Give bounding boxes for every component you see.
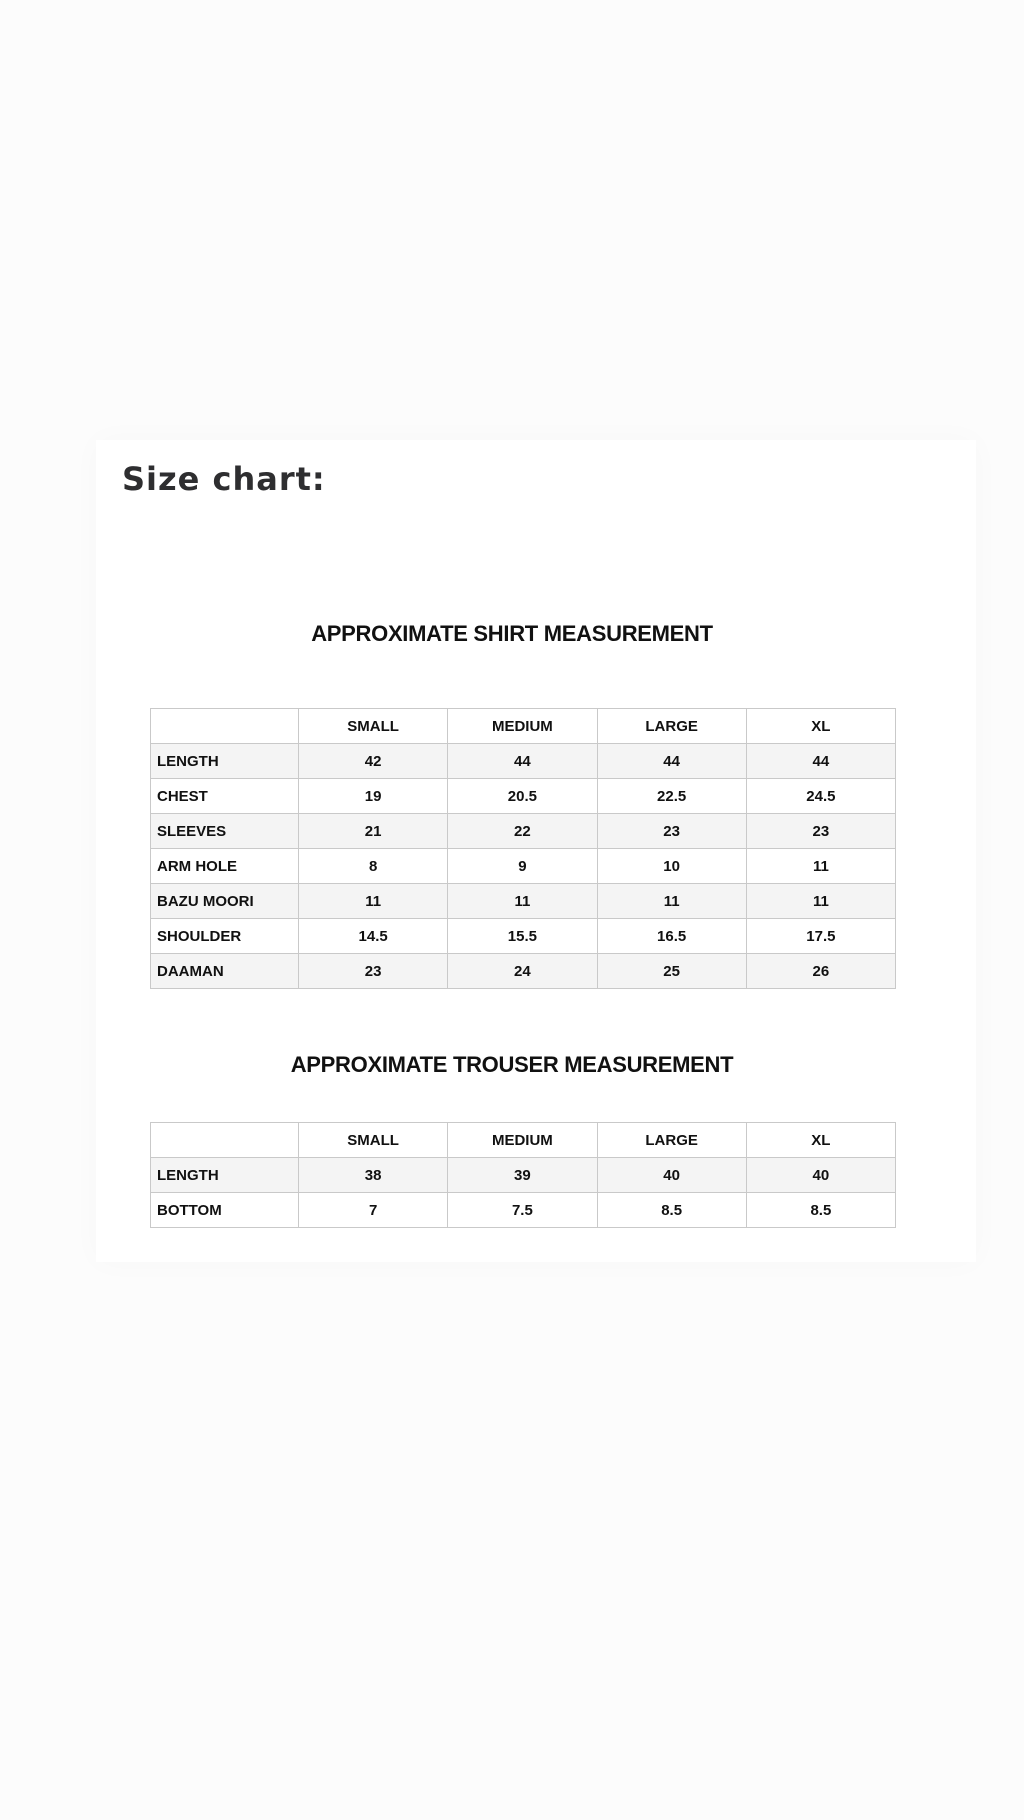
table-cell: 11 [746,884,895,919]
table-row [151,884,896,919]
header-cell-small: SMALL [299,1123,448,1158]
shirt-table-heading: APPROXIMATE SHIRT MEASUREMENT [311,621,713,646]
shirt-measurement-table [150,708,896,989]
table-cell: 44 [746,744,895,779]
row-label: LENGTH [151,1158,299,1193]
table-cell: 11 [746,849,895,884]
table-cell: 39 [448,1158,597,1193]
table-cell: 44 [448,744,597,779]
row-label: SLEEVES [151,814,299,849]
table-cell: 8.5 [597,1193,746,1228]
table-row [151,849,896,884]
table-cell: 44 [597,744,746,779]
table-row [151,814,896,849]
table-cell: 15.5 [448,919,597,954]
table-cell: 23 [299,954,448,989]
row-label: BOTTOM [151,1193,299,1228]
header-cell-large: LARGE [597,1123,746,1158]
table-row [151,1193,896,1228]
page-title: Size chart: [122,460,326,498]
table-cell: 24.5 [746,779,895,814]
table-cell: 21 [299,814,448,849]
table-cell: 22 [448,814,597,849]
row-label: SHOULDER [151,919,299,954]
table-cell: 7 [299,1193,448,1228]
table-cell: 8.5 [746,1193,895,1228]
header-cell-empty [151,1123,299,1158]
table-row [151,1158,896,1193]
trouser-table-heading: APPROXIMATE TROUSER MEASUREMENT [290,1052,734,1077]
table-cell: 23 [746,814,895,849]
table-cell: 40 [746,1158,895,1193]
header-cell-medium: MEDIUM [448,709,597,744]
header-cell-large: LARGE [597,709,746,744]
row-label: ARM HOLE [151,849,299,884]
table-row [151,744,896,779]
table-cell: 7.5 [448,1193,597,1228]
table-cell: 42 [299,744,448,779]
header-cell-small: SMALL [299,709,448,744]
table-cell: 24 [448,954,597,989]
trouser-measurement-table [150,1122,896,1228]
table-cell: 11 [448,884,597,919]
table-header-row [151,709,896,744]
row-label: BAZU MOORI [151,884,299,919]
table-cell: 22.5 [597,779,746,814]
table-cell: 11 [597,884,746,919]
table-header-row [151,1123,896,1158]
header-cell-xl: XL [746,709,895,744]
table-cell: 8 [299,849,448,884]
row-label: LENGTH [151,744,299,779]
table-row [151,919,896,954]
table-row [151,954,896,989]
table-cell: 23 [597,814,746,849]
header-cell-empty [151,709,299,744]
table-cell: 25 [597,954,746,989]
header-cell-xl: XL [746,1123,895,1158]
table-cell: 9 [448,849,597,884]
table-cell: 38 [299,1158,448,1193]
table-cell: 20.5 [448,779,597,814]
table-cell: 40 [597,1158,746,1193]
header-cell-medium: MEDIUM [448,1123,597,1158]
table-cell: 11 [299,884,448,919]
table-cell: 16.5 [597,919,746,954]
table-cell: 19 [299,779,448,814]
table-cell: 14.5 [299,919,448,954]
row-label: CHEST [151,779,299,814]
table-cell: 17.5 [746,919,895,954]
row-label: DAAMAN [151,954,299,989]
table-cell: 10 [597,849,746,884]
table-cell: 26 [746,954,895,989]
table-row [151,779,896,814]
